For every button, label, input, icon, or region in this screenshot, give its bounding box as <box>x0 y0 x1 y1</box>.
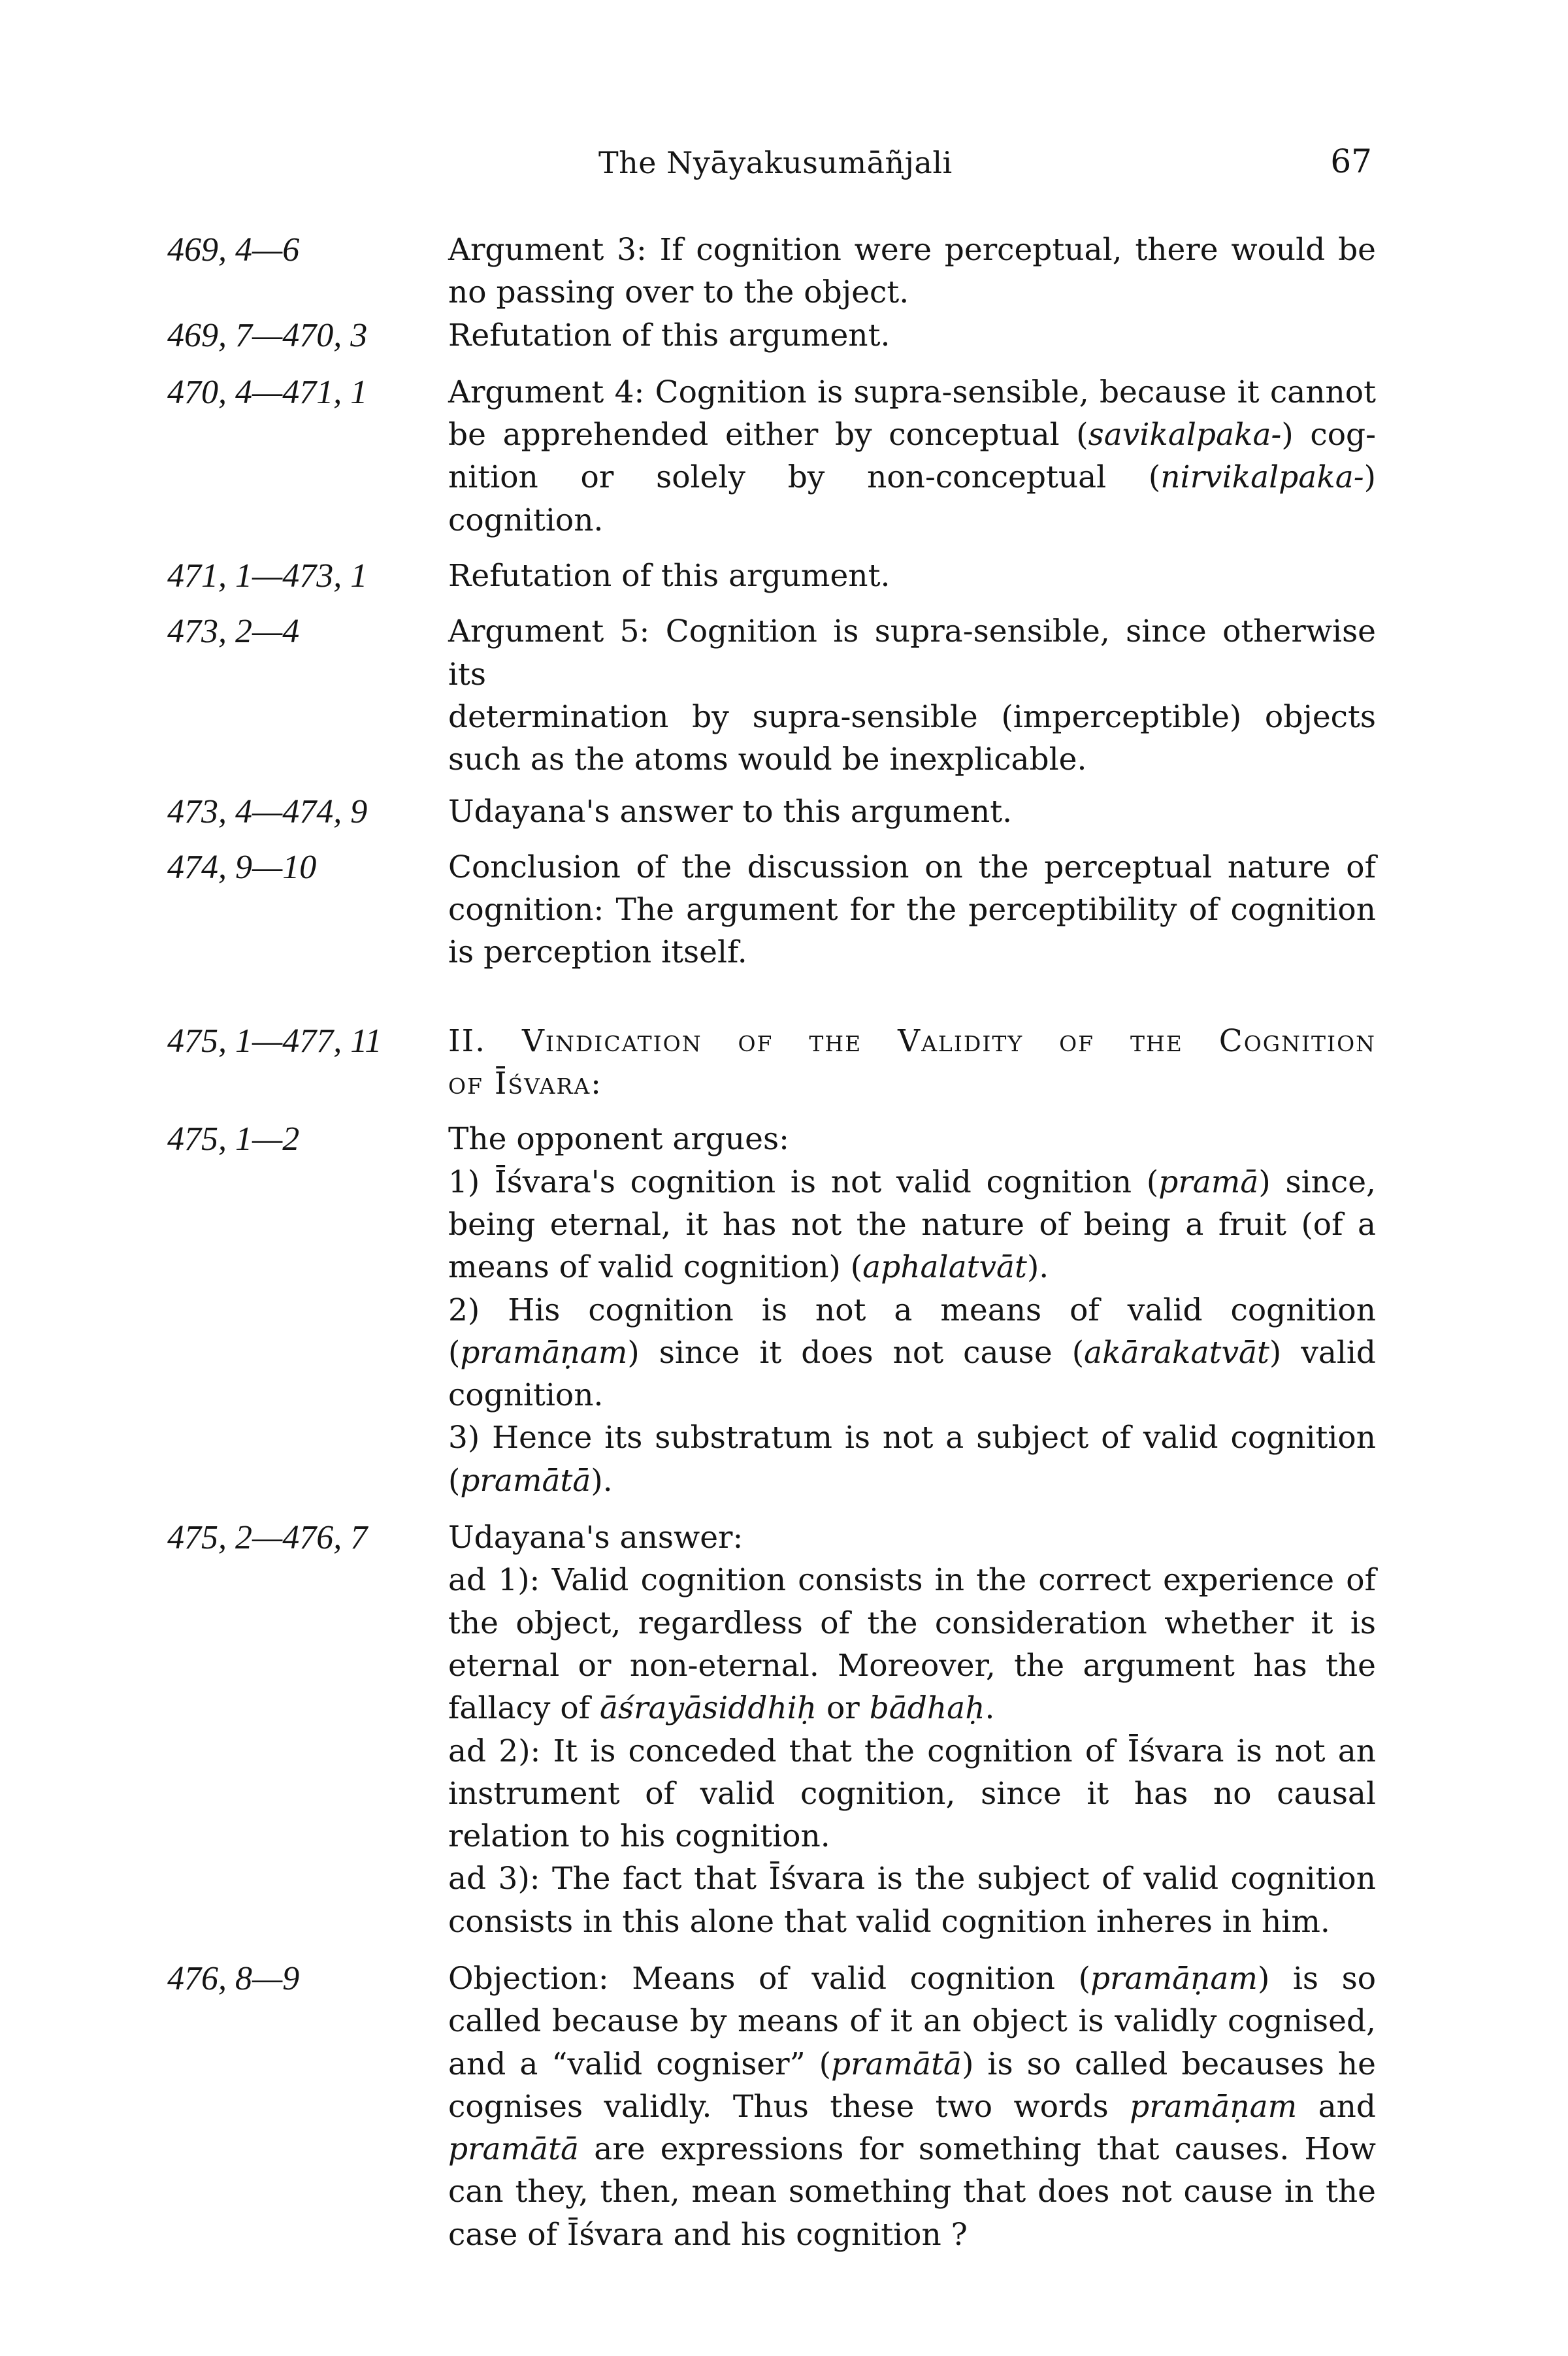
text-line: such as the atoms would be inexplicable. <box>448 742 1087 778</box>
reference-range: 470, 4—471, 1 <box>167 373 368 411</box>
reference-range: 476, 8—9 <box>167 1959 300 1997</box>
summary-entry <box>0 846 1568 974</box>
text-run: or <box>817 1690 870 1727</box>
reference-range: 475, 1—2 <box>167 1121 300 1158</box>
reference-range: 474, 9—10 <box>167 848 317 886</box>
text-run: 2) His cognition is not a means of valid cognition ( <box>448 1292 1376 1371</box>
text-line: no passing over to the object. <box>448 274 909 311</box>
text-run: . <box>985 1690 995 1727</box>
text-run: ) cog- <box>1281 417 1376 453</box>
text-run: Objection: Means of valid cognition ( <box>448 1960 1090 1997</box>
italic-term: pramā <box>1158 1164 1259 1200</box>
reference-range: 475, 2—476, 7 <box>167 1519 368 1557</box>
reference-range: 475, 1—477, 11 <box>167 1022 382 1060</box>
text-line: is perception itself. <box>448 934 747 971</box>
italic-term: pramātā <box>460 1462 591 1499</box>
entry-text <box>448 314 1376 357</box>
entry-text <box>448 1516 1376 1943</box>
summary-entry <box>0 791 1568 833</box>
paragraph <box>448 1559 1376 1729</box>
text-run: 3) Hence its substratum is not a subject of valid cognition ( <box>448 1420 1376 1499</box>
text-line: cognition: The argument for the perceptibility of cognition <box>448 892 1376 928</box>
text-run: ) is so called because by means of it an object is validly cognised, and a “valid cogniser” ( <box>448 1960 1376 2082</box>
paragraph <box>448 1416 1376 1502</box>
text-run: 1) Īśvara's cognition is not valid cognition ( <box>448 1164 1159 1200</box>
text-run: ) since it does not cause ( <box>627 1334 1085 1371</box>
page-number: 67 <box>1330 142 1372 180</box>
section-heading <box>448 1020 1376 1105</box>
entry-text <box>448 610 1376 781</box>
summary-entry <box>0 1118 1568 1502</box>
summary-entry <box>0 229 1568 314</box>
text-line: Udayana's answer to this argument. <box>448 793 1013 830</box>
text-line: II. Vindication of the Validity of the Cognition <box>448 1023 1376 1059</box>
paragraph: ad 2): It is conceded that the cognition of Īśvara is not an instrument of valid cognition, since it has no causal relation to his cognition. <box>448 1733 1376 1855</box>
entry-text <box>448 1118 1376 1502</box>
reference-range: 471, 1—473, 1 <box>167 557 368 595</box>
italic-term: pramāṇam <box>460 1334 628 1371</box>
reference-range: 469, 7—470, 3 <box>167 316 368 354</box>
text-line: determination by supra-sensible (imperceptible) objects <box>448 698 1376 735</box>
summary-entry <box>0 1516 1568 1943</box>
text-run: ) is so called becauses he cognises validly. Thus these two words <box>448 2046 1376 2125</box>
text-line: of Īśvara: <box>448 1066 603 1102</box>
reference-range: 469, 4—6 <box>167 231 300 269</box>
text-run: ad 1): Valid cognition consists in the correct experience of the object, regardless of the consideration whether it is eternal or non-eternal. Moreover, the argument has the fallacy of <box>448 1562 1376 1727</box>
text-line: Refutation of this argument. <box>448 317 890 353</box>
summary-entry <box>0 555 1568 597</box>
paragraph: The opponent argues: <box>448 1121 789 1158</box>
reference-range: 473, 4—474, 9 <box>167 793 368 830</box>
text-run: ). <box>591 1462 613 1499</box>
text-run: and <box>1297 2088 1376 2125</box>
summary-entry <box>0 610 1568 781</box>
text-line <box>448 414 1376 456</box>
running-title: The Nyāyakusumāñjali <box>598 145 953 180</box>
text-line: Refutation of this argument. <box>448 558 890 595</box>
entry-text <box>448 229 1376 314</box>
text-run: ). <box>1026 1249 1049 1286</box>
paragraph <box>448 1289 1376 1417</box>
paragraph: ad 3): The fact that Īśvara is the subject of valid cognition consists in this alone that valid cognition inheres in him. <box>448 1861 1376 1940</box>
summary-entries <box>0 229 1568 2256</box>
text-line: Argument 4: Cognition is supra-sensible, because it cannot <box>448 374 1376 410</box>
italic-term: pramāṇam <box>1130 2088 1298 2125</box>
italic-term: pramātā <box>448 2131 580 2168</box>
entry-text <box>448 791 1376 833</box>
entry-text <box>448 371 1376 542</box>
paragraph: Udayana's answer: <box>448 1520 743 1556</box>
italic-term: nirvikalpaka- <box>1160 459 1364 496</box>
text-run: ) cognition. <box>448 459 1376 538</box>
entry-text <box>448 555 1376 597</box>
italic-term: pramāṇam <box>1090 1960 1258 1997</box>
italic-term: savikalpaka- <box>1088 417 1282 453</box>
text-run: ) valid cognition. <box>448 1334 1376 1414</box>
italic-term: aphalatvāt <box>862 1249 1027 1286</box>
text-run: ) since, being eternal, it has not the nature of being a fruit (of a means of valid cognition) ( <box>448 1164 1376 1286</box>
reference-range: 473, 2—4 <box>167 613 300 651</box>
summary-entry <box>0 1957 1568 2256</box>
text-line <box>448 456 1376 542</box>
summary-entry <box>0 371 1568 542</box>
italic-term: akārakatvāt <box>1084 1334 1269 1371</box>
italic-term: bādhaḥ <box>869 1690 985 1727</box>
section-heading-entry <box>0 1020 1568 1105</box>
text-run: are expressions for something that causes. How can they, then, mean something that does not cause in the case of Īśvara and his cognition ? <box>448 2131 1376 2253</box>
text-run: nition or solely by non-conceptual ( <box>448 459 1161 496</box>
entry-text <box>448 846 1376 974</box>
entry-text <box>448 1957 1376 2256</box>
text-run: be apprehended either by conceptual ( <box>448 417 1088 453</box>
paragraph <box>448 1161 1376 1289</box>
text-line: Argument 5: Cognition is supra-sensible, since otherwise its <box>448 614 1376 693</box>
italic-term: pramātā <box>830 2046 962 2082</box>
summary-entry <box>0 314 1568 357</box>
italic-term: āśrayāsiddhiḥ <box>599 1690 817 1727</box>
text-line: Argument 3: If cognition were perceptual, there would be <box>448 232 1376 268</box>
text-line: Conclusion of the discussion on the perceptual nature of <box>448 849 1376 885</box>
